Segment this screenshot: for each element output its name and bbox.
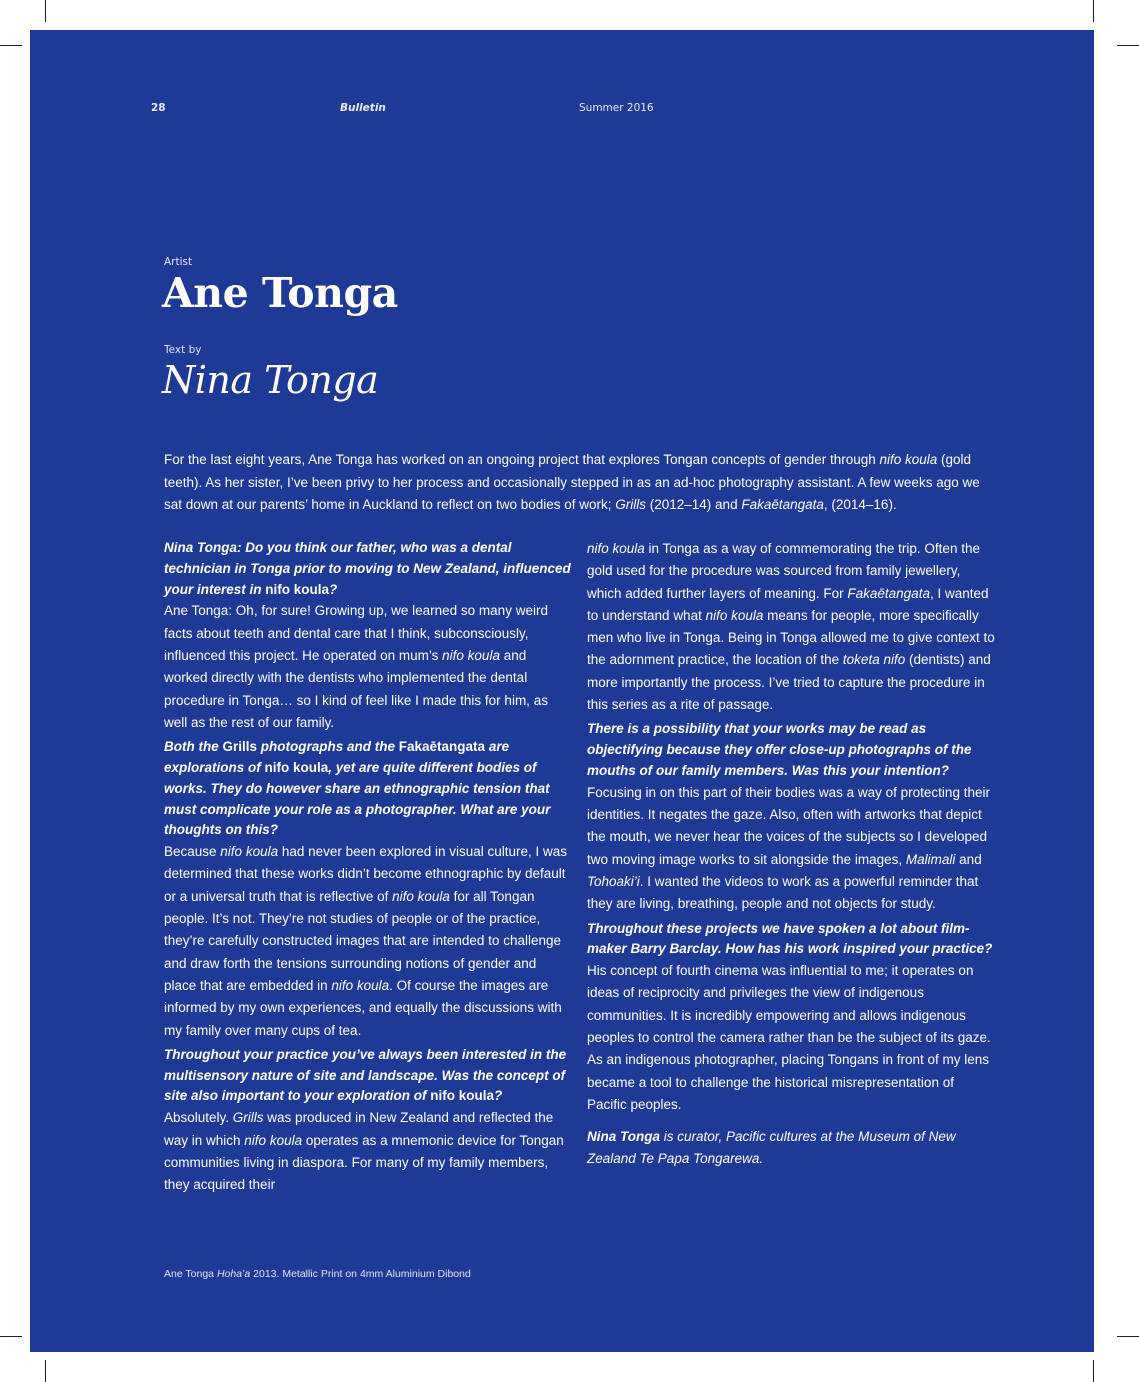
article-column-right [587, 538, 995, 1170]
crop-mark [1117, 1336, 1139, 1337]
interview-question: Nina Tonga: Do you think our father, who was a dental technician in Tonga prior to moving to New Zealand, influenced your interest in nifo koula? [164, 540, 571, 597]
publication-title: Bulletin [340, 102, 386, 114]
author-name: Nina Tonga [162, 358, 379, 402]
intro-paragraph: For the last eight years, Ane Tonga has worked on an ongoing project that explores Tongan concepts of gender through nifo koula (gold teeth). As her sister, I’ve been privy to her process and occasionally stepped in as an ad-hoc photography assistant. A few weeks ago we sat down at our parents’ home in Auckland to reflect on two bodies of work; Grills (2012–14) and Fakaētangata, (2014–16). [164, 452, 980, 512]
crop-mark [45, 1360, 46, 1382]
interview-answer: Ane Tonga: Oh, for sure! Growing up, we learned so many weird facts about teeth and dental care that I think, subconsciously, influenced this project. He operated on mum’s nifo koula and worked directly with the dentists who implemented the dental procedure in Tonga… so I kind of feel like I made this for him, as well as the rest of our family. [164, 603, 548, 730]
magazine-page [30, 30, 1094, 1352]
interview-answer: Because nifo koula had never been explored in visual culture, I was determined that these works didn’t become ethnographic by default or a universal truth that is reflective of nifo koula for all Tongan people. It’s not. They’re not studies of people or of the practice, they’re carefully constructed images that are intended to challenge and draw forth the tensions surrounding notions of gender and place that are embedded in nifo koula. Of course the images are informed by my own experiences, and equally the discussions with my family over many cups of tea. [164, 844, 568, 1038]
author-bio: Nina Tonga is curator, Pacific cultures at the Museum of New Zealand Te Papa Tongarewa. [587, 1129, 956, 1167]
interview-answer: Focusing in on this part of their bodies was a way of protecting their identities. It negates the gaze. Also, often with artworks that depict the mouth, we never hear the voices of the subjects so I developed two moving image works to sit alongside the images, Malimali and Tohoaki’i. I wanted the videos to work as a powerful reminder that they are living, breathing, people and not objects for study. [587, 784, 990, 912]
image-caption: Ane Tonga Hoha’a 2013. Metallic Print on 4mm Aluminium Dibond [164, 1268, 471, 1280]
interview-answer: His concept of fourth cinema was influential to me; it operates on ideas of reciprocity and privileges the view of indigenous communities. It is incredibly empowering and allows indigenous peoples to control the camera rather than be the subject of its gaze. As an indigenous photographer, placing Tongans in front of my lens became a tool to challenge the historical misrepresentation of Pacific peoples. [587, 963, 991, 1112]
author-label: Text by [164, 344, 202, 356]
article-column-left [164, 538, 572, 1196]
interview-question: Throughout your practice you’ve always been interested in the multisensory nature of site and landscape. Was the concept of site also important to your exploration of nifo koula? [164, 1046, 567, 1104]
crop-mark [0, 1336, 22, 1337]
interview-question: Both the Grills photographs and the Fakaētangata are explorations of nifo koula, yet are quite different bodies of works. They do however share an ethnographic tension that must complicate your role as a photographer. What are your thoughts on this? [164, 739, 551, 838]
crop-mark [0, 45, 22, 46]
crop-mark [1117, 45, 1139, 46]
artist-label: Artist [164, 256, 193, 268]
interview-answer-continued: nifo koula in Tonga as a way of commemorating the trip. Often the gold used for the procedure was sourced from family jewellery, which added further layers of meaning. For Fakaētangata, I wanted to understand what nifo koula means for people, more specifically men who live in Tonga. Being in Tonga allowed me to give context to the adornment practice, the location of the toketa nifo (dentists) and more importantly the process. I’ve tried to capture the procedure in this series as a rite of passage. [587, 541, 995, 713]
crop-mark [1093, 0, 1094, 22]
interview-answer: Absolutely. Grills was produced in New Zealand and reflected the way in which nifo koula operates as a mnemonic device for Tongan communities living in diaspora. For many of my family members, they acquired their [164, 1110, 564, 1193]
interview-question: Throughout these projects we have spoken a lot about film-maker Barry Barclay. How has his work inspired your practice? [587, 920, 993, 957]
page-number: 28 [151, 102, 166, 114]
crop-mark [1093, 1360, 1094, 1382]
crop-mark [45, 0, 46, 22]
issue-date: Summer 2016 [579, 102, 654, 114]
artist-name: Ane Tonga [162, 269, 398, 317]
interview-question: There is a possibility that your works may be read as objectifying because they offer close-up photographs of the mouths of our family members. Was this your intention? [587, 721, 972, 778]
